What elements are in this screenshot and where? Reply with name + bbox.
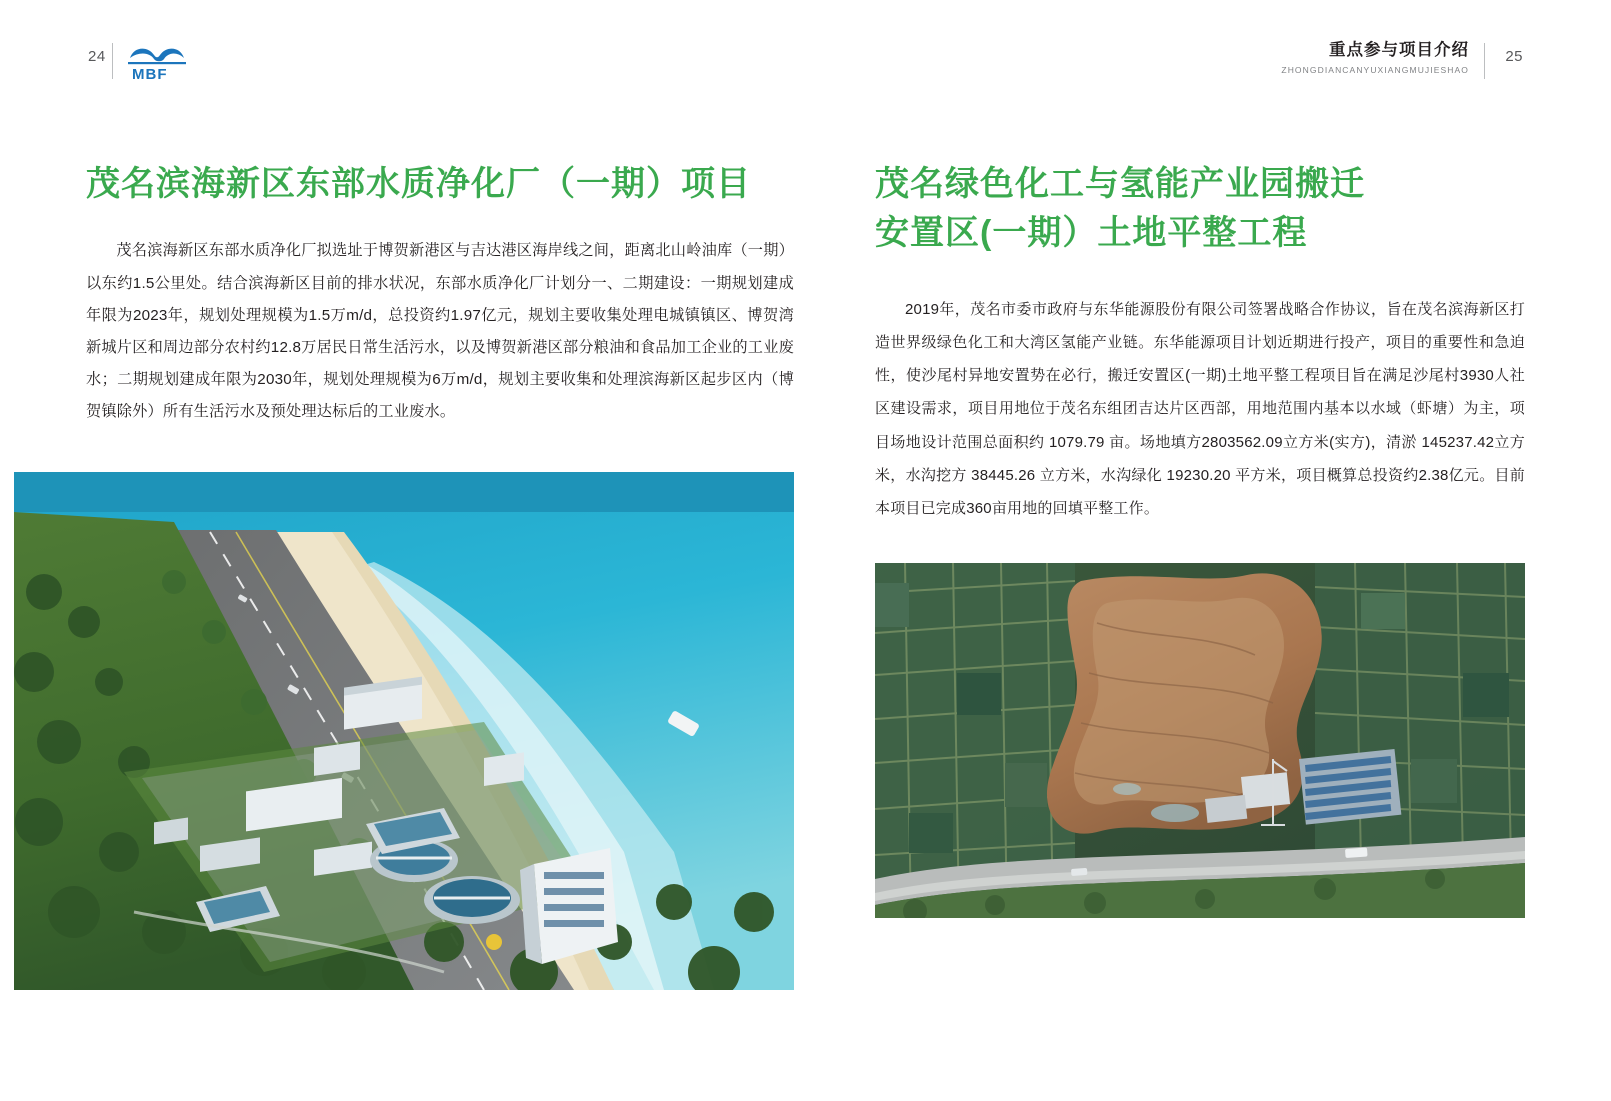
header-section xyxy=(1281,40,1469,75)
section-title: 重点参与项目介绍 xyxy=(1329,41,1469,59)
left-body-text: 茂名滨海新区东部水质净化厂拟选址于博贺新港区与吉达港区海岸线之间，距离北山岭油库（一期）以东约1.5公里处。结合滨海新区目前的排水状况，东部水质净化厂计划分一、二期建设：一期规划建成年限为2023年，规划处理规模为1.5万m/d，总投资约1.97亿元，规划主要收集处理电城镇镇区、博贺湾新城片区和周边部分农村约12.8万居民日常生活污水，以及博贺新港区部分粮油和食品加工企业的工业废水；二期规划建成年限为2030年，规划处理规模为6万m/d，规划主要收集和处理滨海新区起步区内（博贺镇除外）所有生活污水及预处理达标后的工业废水。 xyxy=(86,242,794,421)
left-column xyxy=(86,160,794,429)
mbf-logo xyxy=(126,42,200,82)
page-number-right: 25 xyxy=(1505,48,1523,65)
right-body-text: 2019年，茂名市委市政府与东华能源股份有限公司签署战略合作协议，旨在茂名滨海新区打造世界级绿色化工和大湾区氢能产业链。东华能源项目计划近期进行投产，项目的重要性和急迫性，使沙尾村异地安置势在必行，搬迁安置区(一期)土地平整工程项目旨在满足沙尾村3930人社区建设需求，项目用地位于茂名东组团吉达片区西部，用地范围内基本以水域（虾塘）为主，项目场地设计范围总面积约 1079.79 亩。场地填方2803562.09立方米(实方)，清淤 145237.42立方米，水沟挖方 38445.26 立方米，水沟绿化 19230.20 平方米，项目概算总投资约2.38亿元。目前本项目已完成360亩用地的回填平整工作。 xyxy=(875,300,1525,518)
left-figure-water-treatment-plant xyxy=(14,472,794,990)
left-headline xyxy=(86,160,794,209)
right-headline-line-2: 安置区(一期）土地平整工程 xyxy=(875,209,1307,258)
section-title-pinyin: ZHONGDIANCANYUXIANGMUJIESHAO xyxy=(1281,65,1469,76)
left-headline-line-1: 茂名滨海新区东部水质净化厂（一期）项目 xyxy=(86,160,751,209)
right-headline-line-1: 茂名绿色化工与氢能产业园搬迁 xyxy=(875,160,1365,209)
page-header xyxy=(0,0,1611,110)
header-divider-left xyxy=(112,43,113,79)
page-number-left: 24 xyxy=(88,48,106,65)
header-divider-right xyxy=(1484,43,1485,79)
right-figure-land-leveling-aerial xyxy=(875,563,1525,918)
svg-text:MBF: MBF xyxy=(132,66,168,82)
right-headline xyxy=(875,160,1525,259)
right-column xyxy=(875,160,1525,526)
